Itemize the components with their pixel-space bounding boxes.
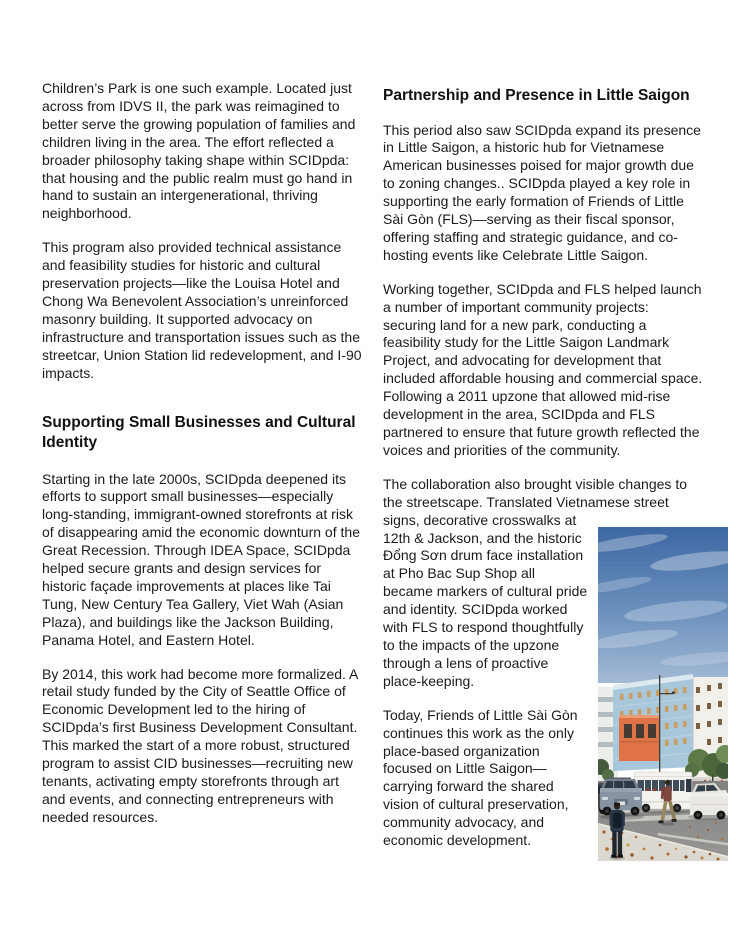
paragraph-community-projects: Working together, SCIDpda and FLS helped launch a number of important community projects: securing land for a new park, conducting a feasibility study for the Little Saigon Landmark Project, and advocating for development that included affordable housing and commercial space. Following a 2011 upzone that allowed mid-rise development in the area, SCIDpda and FLS partnered to ensure that future growth reflected the voices and priorities of the community. bbox=[383, 280, 703, 458]
paragraph-streetscape-with-photo bbox=[383, 476, 705, 691]
right-column bbox=[383, 80, 705, 869]
paragraph-idea-space: Starting in the late 2000s, SCIDpda deepened its efforts to support small businesses—especially long-standing, immigrant-owned storefronts at risk of disappearing amid the economic downturn of the Great Recession. Through IDEA Space, SCIDpda helped secure grants and design services for historic façade improvements at places like Tai Tung, New Century Tea Gallery, Viet Wah (Asian Plaza), and buildings like the Jackson Building, Panama Hotel, and Eastern Hotel. bbox=[42, 470, 361, 648]
section-heading-small-businesses: Supporting Small Businesses and Cultural Identity bbox=[42, 413, 356, 451]
paragraph-technical-assistance: This program also provided technical assistance and feasibility studies for historic and cultural preservation projects—like the Louisa Hotel and Chong Wa Benevolent Association’s unreinforced masonry building. It supported advocacy on infrastructure and transportation issues such as the streetcar, Union Station lid redevelopment, and I-90 impacts. bbox=[42, 239, 362, 381]
paragraph-little-saigon-expansion: This period also saw SCIDpda expand its presence in Little Saigon, a historic hub for Vietnamese American businesses poised for major growth due to zoning changes.. SCIDpda played a key role in supporting the early formation of Friends of Little Sài Gòn (FLS)—serving as their fiscal sponsor, offering staffing and strategic guidance, and co-hosting events like Celebrate Little Saigon. bbox=[383, 121, 701, 263]
paragraph-retail-study: By 2014, this work had become more formalized. A retail study funded by the City of Seattle Office of Economic Development led to the hiring of SCIDpda’s first Business Development Consultant. This marked the start of a more robust, structured program to assist CID businesses—recruiting new tenants, activating empty storefronts through art and events, and connecting entrepreneurs with needed resources. bbox=[42, 665, 358, 825]
paragraph-text-before-photo: The collaboration also brought visible changes to the streetscape. Translated Vietnamese street bbox=[383, 475, 688, 510]
paragraph-text-after-photo: signs, decorative crosswalks at 12th & Jackson, and the historic Đổng Sơn drum face installation at Pho Bac Sup Shop all became markers of cultural pride and identity. SCIDpda worked with FLS to respond thoughtfully to the impacts of the upzone through a lens of proactive place-keeping. bbox=[383, 511, 588, 689]
section-heading-partnership: Partnership and Presence in Little Saigon bbox=[383, 87, 690, 104]
paragraph-friends-of-little-saigon: Today, Friends of Little Sài Gòn continues this work as the only place-based organization focused on Little Saigon—carrying forward the shared vision of cultural preservation, community advocacy, and economic development. bbox=[383, 706, 578, 849]
street-scene-illustration bbox=[598, 527, 728, 861]
street-scene-photo bbox=[598, 527, 728, 861]
left-column bbox=[42, 80, 364, 869]
paragraph-childrens-park: Children’s Park is one such example. Located just across from IDVS II, the park was reimagined to better serve the growing population of families and children living in the area. The effort reflected a broader philosophy taking shape within SCIDpda: that housing and the public realm must go hand in hand to sustain an intergenerational, thriving neighborhood. bbox=[42, 80, 356, 222]
